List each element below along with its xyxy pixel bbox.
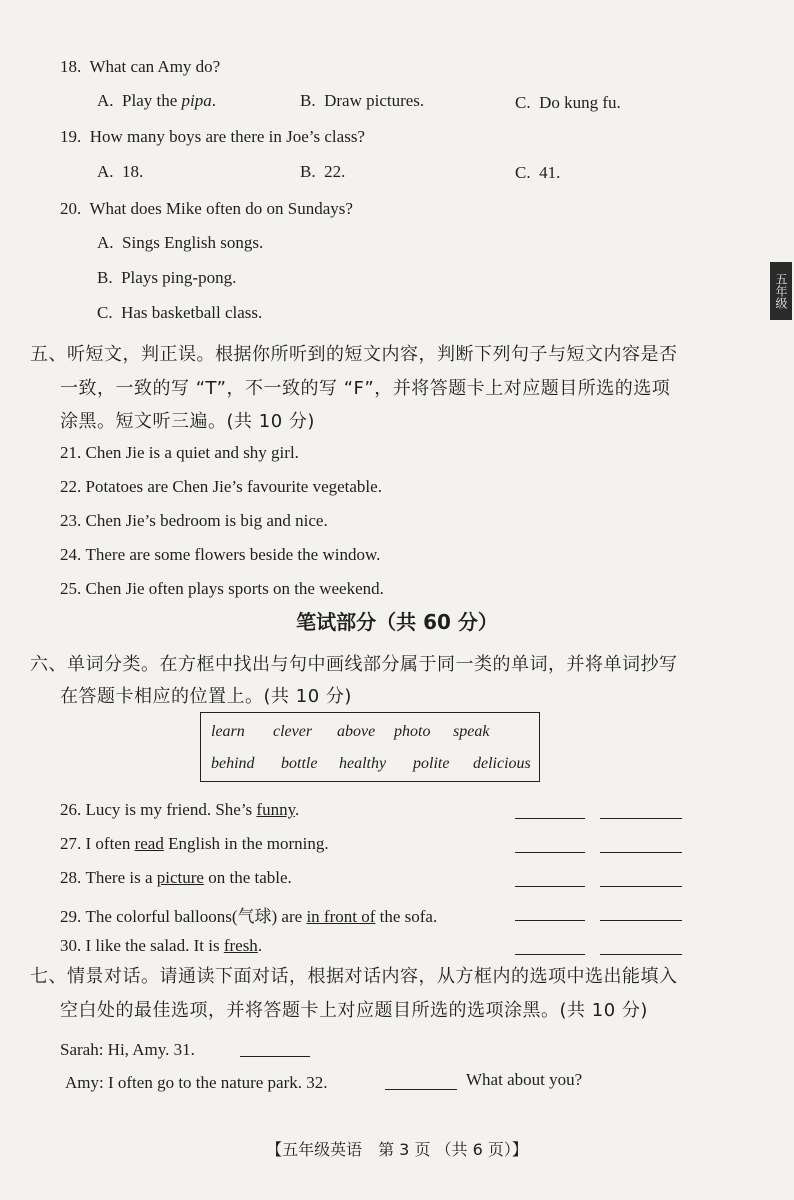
q20-option-a: A. Sings English songs.: [97, 233, 264, 252]
grade-side-tab: 五年级: [770, 262, 792, 320]
word-learn: learn: [211, 723, 245, 740]
answer-blank-30b[interactable]: [600, 954, 682, 955]
written-part-title: 笔试部分（共 60 分）: [296, 610, 498, 634]
dialogue-line-32-end: What about you?: [466, 1070, 583, 1089]
section6-instruction-2: 在答题卡相应的位置上。(共 10 分): [60, 686, 352, 707]
q19-option-c: C. 41.: [515, 163, 561, 182]
dialogue-line-32: Amy: I often go to the nature park. 32.: [65, 1073, 328, 1092]
word-delicious: delicious: [473, 755, 531, 772]
word-behind: behind: [211, 755, 255, 772]
q19-option-a: A. 18.: [97, 162, 144, 181]
statement-22: 22. Potatoes are Chen Jie’s favourite vegetable.: [60, 477, 382, 496]
answer-blank-27b[interactable]: [600, 852, 682, 853]
word-bank-box: [200, 712, 540, 782]
question-20: 20. What does Mike often do on Sundays?: [60, 199, 353, 218]
word-healthy: healthy: [339, 755, 387, 772]
word-above: above: [337, 723, 376, 740]
item-29: 29. The colorful balloons(气球) are in front of the sofa.: [60, 907, 438, 926]
answer-blank-30a[interactable]: [515, 954, 585, 955]
q18-option-c: C. Do kung fu.: [515, 93, 621, 112]
word-speak: speak: [453, 723, 490, 740]
section7-instruction-1: 七、情景对话。请通读下面对话，根据对话内容，从方框内的选项中选出能填入: [30, 966, 678, 987]
answer-blank-26b[interactable]: [600, 818, 682, 819]
answer-blank-29b[interactable]: [600, 920, 682, 921]
item-27: 27. I often read English in the morning.: [60, 834, 329, 853]
statement-23: 23. Chen Jie’s bedroom is big and nice.: [60, 511, 328, 530]
answer-blank-29a[interactable]: [515, 920, 585, 921]
word-photo: photo: [394, 723, 431, 740]
q18-option-a: A. Play the pipa.: [97, 91, 217, 110]
statement-21: 21. Chen Jie is a quiet and shy girl.: [60, 443, 299, 462]
answer-blank-28b[interactable]: [600, 886, 682, 887]
word-polite: polite: [413, 755, 450, 772]
section5-instruction-2: 一致，一致的写 “T”，不一致的写 “F”，并将答题卡上对应题目所选的选项: [60, 378, 671, 399]
statement-24: 24. There are some flowers beside the window.: [60, 545, 381, 564]
dialogue-blank-32[interactable]: [385, 1089, 457, 1090]
dialogue-blank-31[interactable]: [240, 1056, 310, 1057]
item-26: 26. Lucy is my friend. She’s funny.: [60, 800, 300, 819]
word-clever: clever: [273, 723, 313, 740]
section7-instruction-2: 空白处的最佳选项，并将答题卡上对应题目所选的选项涂黑。(共 10 分): [60, 1000, 648, 1021]
answer-blank-27a[interactable]: [515, 852, 585, 853]
answer-blank-28a[interactable]: [515, 886, 585, 887]
page-footer: 【五年级英语 第 3 页 （共 6 页）】: [266, 1140, 528, 1159]
item-30: 30. I like the salad. It is fresh.: [60, 936, 263, 955]
q20-option-c: C. Has basketball class.: [97, 303, 263, 322]
question-18: 18. What can Amy do?: [60, 57, 221, 76]
section5-instruction-3: 涂黑。短文听三遍。(共 10 分): [60, 411, 315, 432]
item-28: 28. There is a picture on the table.: [60, 868, 292, 887]
question-19: 19. How many boys are there in Joe’s class?: [60, 127, 365, 146]
dialogue-line-31: Sarah: Hi, Amy. 31.: [60, 1040, 195, 1059]
statement-25: 25. Chen Jie often plays sports on the weekend.: [60, 579, 384, 598]
q18-option-b: B. Draw pictures.: [300, 91, 425, 110]
q19-option-b: B. 22.: [300, 162, 346, 181]
word-bottle: bottle: [281, 755, 318, 772]
q20-option-b: B. Plays ping-pong.: [97, 268, 237, 287]
answer-blank-26a[interactable]: [515, 818, 585, 819]
section6-instruction-1: 六、单词分类。在方框中找出与句中画线部分属于同一类的单词，并将单词抄写: [30, 654, 678, 675]
section5-instruction-1: 五、听短文，判正误。根据你所听到的短文内容，判断下列句子与短文内容是否: [30, 344, 678, 365]
